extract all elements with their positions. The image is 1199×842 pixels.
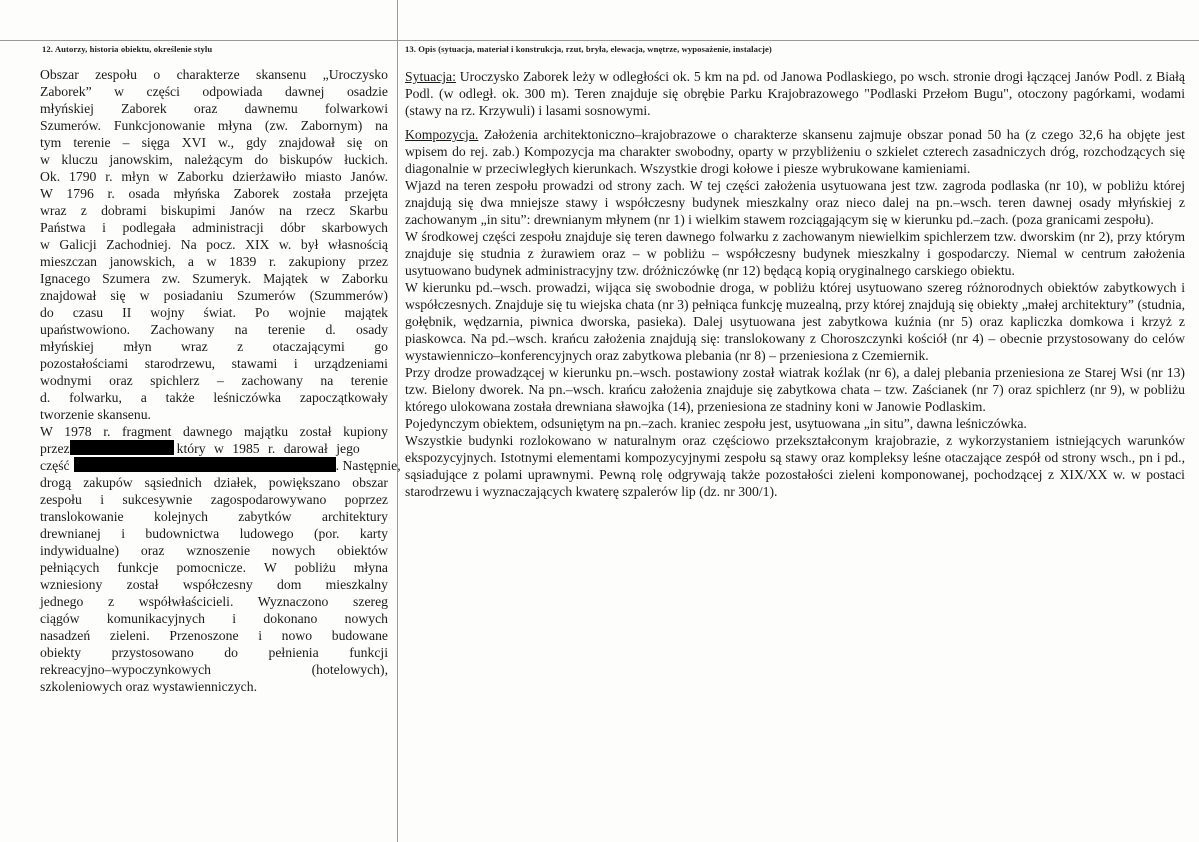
history-line: indywidualne) oraz wznoszenie nowych obiektów <box>40 543 388 558</box>
history-line: wzniesiony został współczesny dom mieszkalny <box>40 577 388 592</box>
history-line: młyńskiej młyn wraz z otaczającymi go <box>40 339 388 354</box>
history-line: jednego z współwłaścicieli. Wyznaczono szereg <box>40 594 388 609</box>
history-line-redacted-2 <box>40 457 401 474</box>
sytuacja-text: Uroczysko Zaborek leży w odległości ok. 5 km na pd. od Janowa Podlaskiego, po wsch. stronie drogi łączącej Janów Podl. z Białą Podl. (w odległ. ok. 300 m). Teren znajduje się obrębie Parku Krajobrazowego "Podlaski Przełom Bugu", otoczony pagórkami, wodami (stawy na rz. Krzywuli) i lasami sosnowymi. <box>405 69 1185 118</box>
history-line: tworzenie skansenu. <box>40 407 151 422</box>
history-line: wodnymi oraz spichlerz – zachowany na terenie <box>40 373 388 388</box>
history-line: obiekty przystosowano do pełnienia funkcji <box>40 645 388 660</box>
history-line: zespołu i sukcesywnie zagospodarowywano poprzez <box>40 492 388 507</box>
section-12-heading: 12. Autorzy, historia obiektu, określenie stylu <box>42 44 213 54</box>
section-13-heading: 13. Opis (sytuacja, materiał i konstrukcja, rzut, bryła, elewacja, wnętrze, wyposażenie, instalacje) <box>405 44 772 54</box>
entrance-paragraph: Wjazd na teren zespołu prowadzi od strony zach. W tej części założenia usytuowana jest tzw. zagroda podlaska (nr 10), w pobliżu której znajdują się dwa mniejsze stawy i współczesny budynek mieszkalny oraz nieco dalej na pn.–wsch. teren dawnej osady młyńskiej z zachowanym „in situ”: drewnianym młynem (nr 1) i wielkim stawem rozciągającym się w kierunku pd.–zach. (poza granicami zespołu). <box>405 178 1185 227</box>
history-line: wraz z dobrami biskupimi Janów na rzecz Skarbu <box>40 203 388 218</box>
kompozycja-label: Kompozycja. <box>405 127 479 142</box>
history-line: pełniących funkcje pomocnicze. W pobliżu młyna <box>40 560 388 575</box>
history-line: Obszar zespołu o charakterze skansenu „Uroczysko <box>40 67 388 82</box>
history-line: znajdował się w posiadaniu Szumerów (Szummerów) <box>40 288 388 303</box>
history-line: translokowanie kolejnych zabytków architektury <box>40 509 388 524</box>
history-line: d. folwarku, a także leśniczówka zapoczątkowały <box>40 390 388 405</box>
redact-after-2: . Następnie, <box>335 458 401 473</box>
landscape-paragraph: Wszystkie budynki rozlokowano w naturalnym oraz częściowo przekształconym krajobrazie, z wykorzystaniem istniejących warunków ekspozycyjnych. Istotnymi elementami kompozycyjnymi zespołu są stawy oraz kompleksy leśne otaczające zespół od strony wsch., pn i pd., sąsiadujące z polami uprawnymi. Pewną rolę odgrywają także pozostałości zieleni komponowanej, pochodzącej z XIX/XX w. w postaci starodrzewu i wyznaczających kwaterę szpalerów lip (dz. nr 300/1). <box>405 433 1185 499</box>
redact-before-2: część <box>40 458 70 473</box>
kompozycja-paragraph <box>405 126 1185 177</box>
history-line: mieszczan janowskich, a w 1839 r. zakupiony przez <box>40 254 388 269</box>
paragraph-gap <box>405 119 1185 126</box>
description-text <box>405 68 1185 500</box>
history-line: w Galicji Zachodniej. Na pocz. XIX w. był własnością <box>40 237 388 252</box>
history-line: W 1978 r. fragment dawnego majątku został kupiony <box>40 424 388 439</box>
history-line: pozostałościami starodrzewu, stawami i urządzeniami <box>40 356 388 371</box>
history-line: W 1796 r. osada młyńska Zaborek została przejęta <box>40 186 388 201</box>
history-line: Ignacego Szumera zw. Szumeryk. Majątek w Zaborku <box>40 271 388 286</box>
sytuacja-label: Sytuacja: <box>405 69 456 84</box>
redaction-block <box>70 440 174 455</box>
northeast-paragraph: Przy drodze prowadzącej w kierunku pn.–wsch. postawiony został wiatrak koźlak (nr 6), a dalej plebania przeniesiona ze Starej Wsi (nr 13) tzw. Bielony dworek. Na pn.–wsch. krańcu założenia znajduje się zabytkowa chata – tzw. Zaścianek (nr 7) oraz spichlerz (nr 9), w pobliżu którego ulokowana została drewniana sławojka (14), przeniesiona ze stadniny koni w Janowie Podlaskim. <box>405 365 1185 414</box>
redact-before-1: przez <box>40 441 70 456</box>
history-line: tym terenie – sięga XVI w., gdy znajdował się on <box>40 135 388 150</box>
forester-paragraph: Pojedynczym obiektem, odsuniętym na pn.–zach. kraniec zespołu jest, usytuowana „in situ”, dawna leśniczówka. <box>405 416 1027 431</box>
sytuacja-paragraph <box>405 68 1185 119</box>
history-line: ciągów komunikacyjnych i dokonano nowych <box>40 611 388 626</box>
history-line: drewnianej i budownictwa ludowego (por. karty <box>40 526 388 541</box>
redaction-block <box>74 457 336 472</box>
history-line-redacted-1 <box>40 440 388 457</box>
kompozycja-text: Założenia architektoniczno–krajobrazowe o charakterze skansenu zajmuje obszar ponad 50 ha (z czego 32,6 ha objęte jest wpisem do rej. zab.) Kompozycja ma charakter swobodny, oparty w przybliżeniu o szkielet czterech zasadniczych dróg, rozchodzących się diagonalnie w przeciwległych kierunkach. Wszystkie drogi kołowe i piesze wybrukowane kamieniami. <box>405 127 1185 176</box>
left-column <box>0 0 401 842</box>
history-line: Ok. 1790 r. młyn w Zaborku dzierżawiło miasto Janów. <box>40 169 388 184</box>
history-line: Państwa i podlegała administracji dóbr skarbowych <box>40 220 388 235</box>
history-line: rekreacyjno–wypoczynkowych (hotelowych), <box>40 662 388 677</box>
history-line: Szumerów. Funkcjonowanie młyna (zw. Zabornym) na <box>40 118 388 133</box>
history-line: szkoleniowych oraz wystawienniczych. <box>40 679 258 694</box>
history-line: drogą zakupów sąsiednich działek, powiększano obszar <box>40 475 388 490</box>
redact-after-1: który w 1985 r. darował jego <box>176 441 360 456</box>
history-text <box>40 66 401 695</box>
history-line: w kluczu janowskim, należącym do biskupów łuckich. <box>40 152 388 167</box>
history-line: upaństwowiono. Zachowany na terenie d. osady <box>40 322 388 337</box>
right-column <box>398 0 1199 842</box>
history-line: Zaborek” w części odpowiada dawnej osadzie <box>40 84 388 99</box>
history-line: do czasu II wojny świat. Po wojnie majątek <box>40 305 388 320</box>
center-paragraph: W środkowej części zespołu znajduje się teren dawnego folwarku z zachowanym niewielkim spichlerzem tzw. dworskim (nr 2), przy którym znajduje się studnia z żurawiem oraz – w pobliżu – współczesny budynek mieszkalny i gospodarczy. Niemal w centrum założenia usytuowano budynek administracyjny tzw. dróżniczówkę (nr 12) będącą kopią oryginalnego carskiego obiektu. <box>405 229 1185 278</box>
history-line: młyńskiej Zaborek oraz dawnemu folwarkowi <box>40 101 388 116</box>
southeast-paragraph: W kierunku pd.–wsch. prowadzi, wijąca się swobodnie droga, w pobliżu której usytuowano szereg różnorodnych obiektów zabytkowych i współczesnych. Znajduje się tu wiejska chata (nr 3) pełniąca funkcję muzealną, przy której znajdują się obiekty „małej architektury” (studnia, gołębnik, wędzarnia, piwnica dworska, pasieka). Dalej usytuowana jest zabytkowa kuźnia (nr 5) oraz kapliczka domkowa i krzyż z piaskowca. Na pd.–wsch. krańcu założenia znajdują się: translokowany z Choroszczynki kościół (nr 4) – obecnie przystosowany do celów wystawienniczo–konferencyjnych oraz zabytkowa plebania (nr 8) – przeniesiona z Czemiernik. <box>405 280 1185 363</box>
history-line: nasadzeń zieleni. Przenoszone i nowo budowane <box>40 628 388 643</box>
